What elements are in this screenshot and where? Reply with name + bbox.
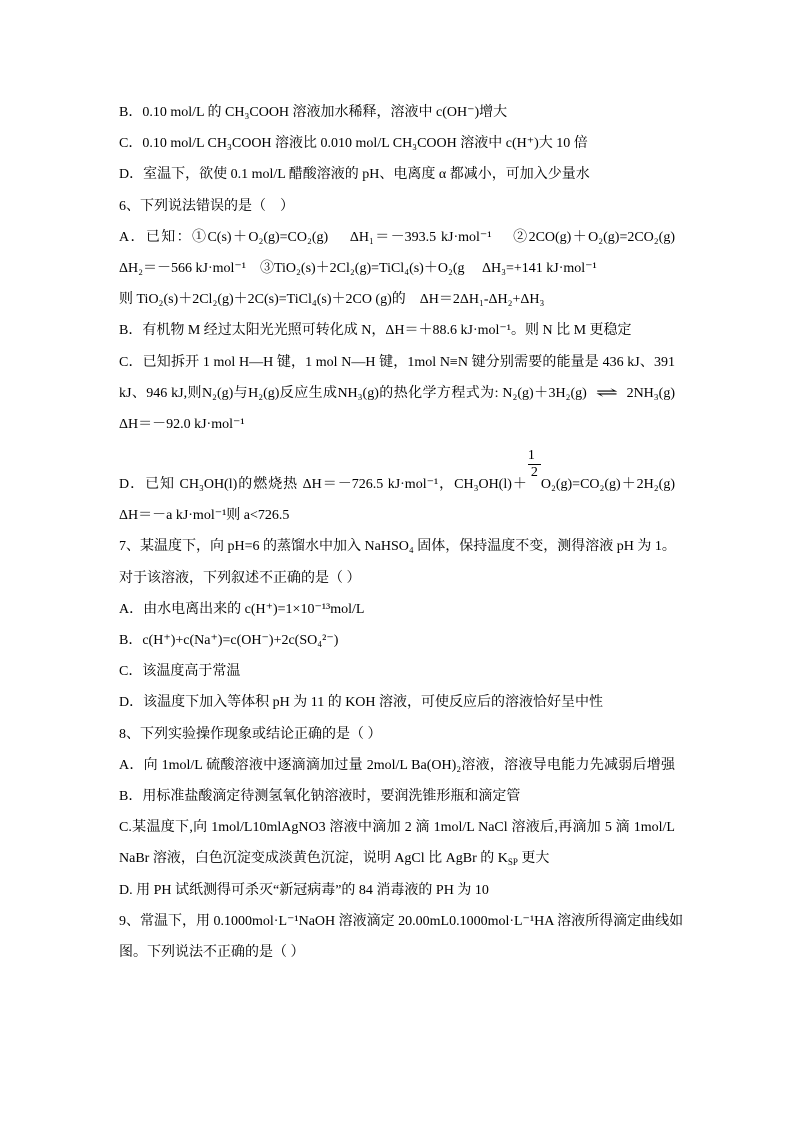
text-line [119, 409, 675, 440]
text-run: 6、下列说法错误的是（ ） [119, 198, 294, 214]
option-line [119, 875, 675, 906]
question-stem [119, 906, 684, 937]
option-line [119, 625, 675, 656]
option-line [119, 656, 675, 687]
text-run: D．室温下，欲使 0.1 mol/L 醋酸溶液的 pH、电离度 α 都减小，可加入少量水 [119, 167, 590, 183]
question-block [119, 906, 684, 968]
option-line [119, 750, 675, 781]
text-run: 对于该溶液，下列叙述不正确的是（ ） [119, 570, 361, 586]
option-line [119, 222, 675, 253]
text-run: O₂(g)=CO₂(g)＋2H₂(g) [540, 477, 675, 493]
option-line [119, 97, 675, 128]
text-run: 9、常温下，用 0.1000mol·L⁻¹NaOH 溶液滴定 20.00mL0.1000mol·L⁻¹HA 溶液所得滴定曲线如 [119, 913, 684, 929]
option-line [119, 781, 675, 812]
text-run: B．0.10 mol/L 的 CH₃COOH 溶液加水稀释，溶液中 c(OH⁻)增大 [119, 105, 508, 120]
text-line [119, 378, 675, 409]
option-line [119, 594, 675, 625]
text-run: NaBr 溶液，白色沉淀变成淡黄色沉淀，说明 AgCl 比 AgBr 的 K [119, 851, 508, 867]
option-line [119, 347, 675, 378]
text-run: ΔH＝－a kJ·mol⁻¹则 a<726.5 [119, 508, 290, 524]
text-line [119, 563, 675, 594]
text-run: 更大 [517, 851, 550, 867]
question-stem [119, 191, 675, 222]
option-line [119, 315, 675, 346]
fraction [527, 448, 541, 481]
text-run: ΔH₂＝－566 kJ·mol⁻¹ ③TiO₂(s)＋2Cl₂(g)=TiCl₄(s)＋O₂(g ΔH₃=+141 kJ·mol⁻¹ [119, 260, 597, 276]
question-stem [119, 531, 675, 562]
text-run: A．已知：①C(s)＋O₂(g)=CO₂(g) ΔH₁＝－393.5 kJ·mol⁻¹ ②2CO(g)＋O₂(g)=2CO₂(g) [119, 229, 675, 245]
option-line [119, 448, 675, 500]
option-line [119, 687, 675, 718]
fraction-denominator: 2 [530, 465, 538, 481]
text-run: D．该温度下加入等体积 pH 为 11 的 KOH 溶液，可使反应后的溶液恰好呈中性 [119, 695, 604, 711]
question-block [119, 97, 675, 191]
text-run: A．向 1mol/L 硫酸溶液中逐滴滴加过量 2mol/L Ba(OH)₂溶液，溶液导电能力先减弱后增强 [119, 757, 675, 773]
text-run: 8、下列实验操作现象或结论正确的是（ ） [119, 726, 382, 742]
text-run: D. 用 PH 试纸测得可杀灭“新冠病毒”的 84 消毒液的 PH 为 10 [119, 882, 489, 898]
option-line [119, 128, 675, 159]
text-line [119, 500, 675, 531]
text-run: 2NH₃(g) [626, 385, 675, 401]
text-run: C．已知拆开 1 mol H—H 键，1 mol N—H 键，1mol N≡N 键分别需要的能量是 436 kJ、391 [119, 354, 675, 370]
text-line [119, 253, 675, 284]
text-run: D．已知 CH₃OH(l)的燃烧热 ΔH＝－726.5 kJ·mol⁻¹，CH₃OH(l)＋ [119, 477, 528, 493]
text-run: C．该温度高于常温 [119, 664, 241, 680]
text-run: B．用标准盐酸滴定待测氢氧化钠溶液时，要润洗锥形瓶和滴定管 [119, 788, 521, 804]
text-line [119, 284, 675, 315]
text-run: 则 TiO₂(s)＋2Cl₂(g)＋2C(s)=TiCl₄(s)＋2CO (g)的 ΔH＝2ΔH₁-ΔH₂+ΔH₃ [119, 292, 545, 308]
document-body [119, 97, 684, 968]
text-run: C．0.10 mol/L CH₃COOH 溶液比 0.010 mol/L CH₃COOH 溶液中 c(H⁺)大 10 倍 [119, 136, 588, 152]
fraction-numerator: 1 [528, 448, 541, 465]
text-run: B．c(H⁺)+c(Na⁺)=c(OH⁻)+2c(SO₄²⁻) [119, 633, 339, 648]
text-run: ΔH＝－92.0 kJ·mol⁻¹ [119, 416, 245, 432]
text-run: kJ、946 kJ,则N₂(g)与H₂(g)反应生成NH₃(g)的热化学方程式为: N₂(g)＋3H₂(g) [119, 385, 587, 401]
text-line [119, 843, 675, 874]
option-line [119, 159, 675, 190]
text-run: 图。下列说法不正确的是（ ） [119, 944, 305, 960]
text-run: 7、某温度下，向 pH=6 的蒸馏水中加入 NaHSO₄ 固体，保持温度不变，测得溶液 pH 为 1。 [119, 539, 676, 555]
option-line [119, 812, 675, 843]
text-run: B．有机物 M 经过太阳光光照可转化成 N，ΔH＝＋88.6 kJ·mol⁻¹。则 N 比 M 更稳定 [119, 323, 632, 339]
question-stem [119, 719, 675, 750]
question-block [119, 191, 675, 532]
text-line [119, 937, 675, 968]
text-run: C.某温度下,向 1mol/L10mlAgNO3 溶液中滴加 2 滴 1mol/L NaCl 溶液后,再滴加 5 滴 1mol/L [119, 820, 675, 836]
question-block [119, 719, 675, 906]
subscript: SP [507, 857, 518, 868]
text-run: A．由水电离出来的 c(H⁺)=1×10⁻¹³mol/L [119, 601, 365, 617]
question-block [119, 531, 675, 718]
equilibrium-arrow: ⇌ [595, 384, 618, 401]
